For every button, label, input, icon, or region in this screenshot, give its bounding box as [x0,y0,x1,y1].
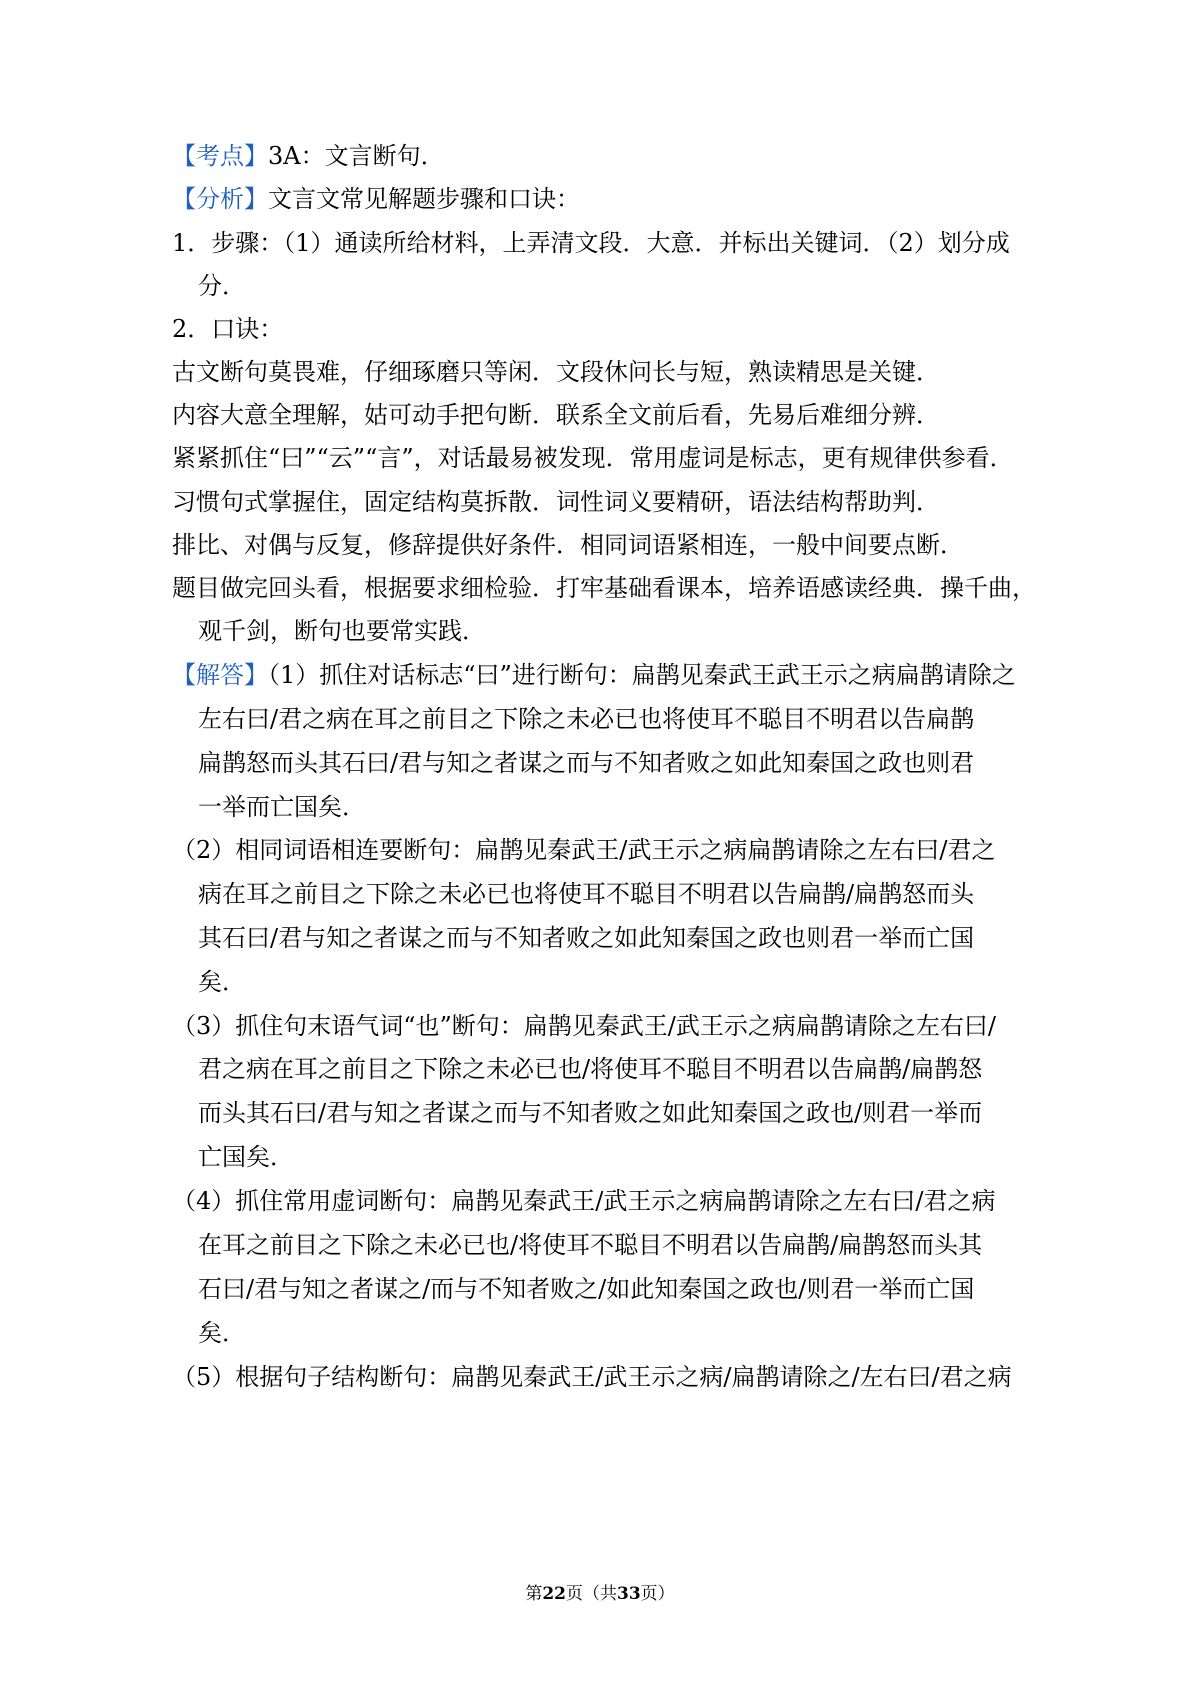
verse-continuation: 观千剑，断句也要常实践． [198,617,486,645]
kaodian-text: 3A：文言断句． [268,142,445,170]
kaodian-line [172,141,1200,171]
answer-line: 而头其石曰/君与知之者谋之而与不知者败之如此知秦国之政也/则君一举而 [198,1099,983,1127]
answer-line: 病在耳之前目之下除之未必已也将使耳不聪目不明君以告扁鹊/扁鹊怒而头 [198,880,975,908]
footer-prefix: 第 [525,1584,543,1604]
answer-line: 在耳之前目之下除之未必已也/将使耳不聪目不明君以告扁鹊/扁鹊怒而头其 [198,1231,983,1259]
answer-text: （1）抓住对话标志“曰”进行断句：扁鹊见秦武王武王示之病扁鹊请除之 [268,661,1016,689]
answer-line: （3）抓住句末语气词“也”断句：扁鹊见秦武王/武王示之病扁鹊请除之左右曰/ [172,1012,996,1040]
answer-line: 左右曰/君之病在耳之前目之下除之未必已也将使耳不聪目不明君以告扁鹊 [198,705,975,733]
answer-line: 石曰/君与知之者谋之/而与不知者败之/如此知秦国之政也/则君一举而亡国 [198,1275,975,1303]
answer-line: 亡国矣． [198,1143,294,1171]
verse-line: 紧紧抓住“曰”“云”“言”，对话最易被发现．常用虚词是标志，更有规律供参看． [172,444,1014,472]
page-footer [0,1583,1200,1605]
verse-line: 习惯句式掌握住，固定结构莫拆散．词性词义要精研，语法结构帮助判． [172,488,940,516]
jieda-line [172,660,1200,690]
jieda-tag: 【解答】 [172,661,268,689]
fenxi-intro: 文言文常见解题步骤和口诀： [268,185,580,213]
kaodian-tag: 【考点】 [172,142,268,170]
answer-line: 扁鹊怒而头其石曰/君与知之者谋之而与不知者败之如此知秦国之政也则君 [198,749,975,777]
fenxi-line [172,184,1200,214]
answer-line: 其石曰/君与知之者谋之而与不知者败之如此知秦国之政也则君一举而亡国 [198,924,975,952]
verse-line: 古文断句莫畏难，仔细琢磨只等闲．文段休问长与短，熟读精思是关键． [172,358,940,386]
answer-line: （2）相同词语相连要断句：扁鹊见秦武王/武王示之病扁鹊请除之左右曰/君之 [172,836,996,864]
verse-line: 内容大意全理解，姑可动手把句断．联系全文前后看，先易后难细分辨． [172,401,940,429]
footer-total-pages: 33 [617,1584,641,1604]
step1-line: 1．步骤：（1）通读所给材料，上弄清文段．大意．并标出关键词．（2）划分成 [172,229,1010,257]
footer-suffix: 页） [640,1584,675,1604]
verse-line: 排比、对偶与反复，修辞提供好条件．相同词语紧相连，一般中间要点断． [172,531,964,559]
footer-page-number: 22 [542,1584,566,1604]
answer-line: 君之病在耳之前目之下除之未必已也/将使耳不聪目不明君以告扁鹊/扁鹊怒 [198,1055,983,1083]
step1-continuation: 分． [198,272,246,300]
answer-line: 一举而亡国矣． [198,793,366,821]
answer-line: （5）根据句子结构断句：扁鹊见秦武王/武王示之病/扁鹊请除之/左右曰/君之病 [172,1363,1012,1391]
answer-line: 矣． [198,968,246,996]
answer-line: 矣． [198,1319,246,1347]
footer-middle: 页（共 [566,1584,617,1604]
answer-line: （4）抓住常用虚词断句：扁鹊见秦武王/武王示之病扁鹊请除之左右曰/君之病 [172,1187,996,1215]
step2-line: 2．口诀： [172,315,284,343]
fenxi-tag: 【分析】 [172,185,268,213]
verse-line: 题目做完回头看，根据要求细检验．打牢基础看课本，培养语感读经典．操千曲， [172,574,1036,602]
